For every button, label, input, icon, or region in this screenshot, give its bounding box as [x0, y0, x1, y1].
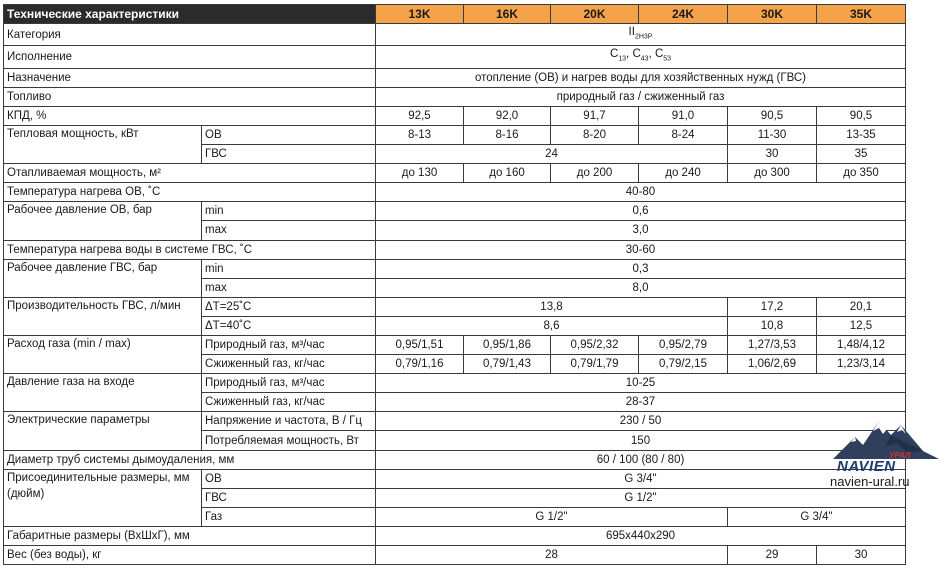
cell: 1,48/4,12 [817, 336, 906, 355]
cell: 91,7 [551, 106, 639, 125]
cell: 8-13 [376, 125, 464, 144]
cell: 0,6 [376, 202, 906, 221]
sub-label: Напряжение и частота, В / Гц [202, 412, 376, 431]
cell: 8,0 [376, 278, 906, 297]
cell: 8-24 [639, 125, 728, 144]
cell: 0,95/2,32 [551, 336, 639, 355]
row-label: Диаметр труб системы дымоудаления, мм [4, 450, 376, 469]
table-row [4, 526, 906, 545]
sub-label: Сжиженный газ, кг/час [202, 393, 376, 412]
sub-label: ΔT=40˚С [202, 316, 376, 335]
purpose-value: отопление (ОВ) и нагрев воды для хозяйственных нужд (ГВС) [376, 68, 906, 87]
model-24k: 24K [639, 5, 728, 24]
cell: до 200 [551, 164, 639, 183]
row-label: Отапливаемая мощность, м² [4, 164, 376, 183]
table-row [4, 164, 906, 183]
cell: 8,6 [376, 316, 728, 335]
cell: до 130 [376, 164, 464, 183]
fuel-value: природный газ / сжиженный газ [376, 87, 906, 106]
cell: 24 [376, 145, 728, 164]
cell: 28-37 [376, 393, 906, 412]
logo-brand-text: NAVIEN [837, 458, 896, 475]
cell: 90,5 [817, 106, 906, 125]
cell: 1,06/2,69 [728, 355, 817, 374]
cell: 92,5 [376, 106, 464, 125]
version-value: $C_{13}$, $C_{43}$, $C_{53}$ [376, 46, 906, 68]
sub-label: max [202, 278, 376, 297]
model-13k: 13K [376, 5, 464, 24]
cell: 30 [817, 546, 906, 565]
row-label: Расход газа (min / max) [4, 336, 202, 374]
cell: 13,8 [376, 297, 728, 316]
cell: 11-30 [728, 125, 817, 144]
sub-label: ГВС [202, 145, 376, 164]
table-row [4, 336, 906, 355]
cell: 3,0 [376, 221, 906, 240]
site-url: navien-ural.ru [830, 474, 910, 489]
cell: 29 [728, 546, 817, 565]
cell: до 160 [464, 164, 551, 183]
cell: 17,2 [728, 297, 817, 316]
model-16k: 16K [464, 5, 551, 24]
model-30k: 30K [728, 5, 817, 24]
cell: 8-20 [551, 125, 639, 144]
row-label: Давление газа на входе [4, 374, 202, 412]
table-row [4, 125, 906, 144]
cell: 20,1 [817, 297, 906, 316]
cell: 35 [817, 145, 906, 164]
model-20k: 20K [551, 5, 639, 24]
cell: G 1/2" [376, 488, 906, 507]
cell: 0,3 [376, 259, 906, 278]
cell: 92,0 [464, 106, 551, 125]
sub-label: Природный газ, м³/час [202, 336, 376, 355]
table-row [4, 24, 906, 46]
sub-label: ΔT=25˚С [202, 297, 376, 316]
table-row [4, 202, 906, 221]
cell: 695x440x290 [376, 526, 906, 545]
sub-label: ГВС [202, 488, 376, 507]
cell: 30 [728, 145, 817, 164]
cell: G 3/4" [376, 469, 906, 488]
row-label: Вес (без воды), кг [4, 546, 376, 565]
category-value: $II_{2H3P}$ [376, 24, 906, 46]
row-label: Электрические параметры [4, 412, 202, 450]
table-title: Технические характеристики [4, 5, 376, 24]
row-label: Тепловая мощность, кВт [4, 125, 202, 163]
cell: 91,0 [639, 106, 728, 125]
sub-label: Газ [202, 507, 376, 526]
sub-label: min [202, 259, 376, 278]
cell: 60 / 100 (80 / 80) [376, 450, 906, 469]
row-label: Топливо [4, 87, 376, 106]
spec-table [3, 4, 906, 565]
sub-label: max [202, 221, 376, 240]
cell: до 240 [639, 164, 728, 183]
cell: 10-25 [376, 374, 906, 393]
cell: 28 [376, 546, 728, 565]
row-label: Назначение [4, 68, 376, 87]
sub-label: ОВ [202, 125, 376, 144]
cell: 8-16 [464, 125, 551, 144]
cell: до 300 [728, 164, 817, 183]
row-label: Рабочее давление ОВ, бар [4, 202, 202, 240]
cell: 40-80 [376, 183, 906, 202]
sub-label: Сжиженный газ, кг/час [202, 355, 376, 374]
row-label: КПД, % [4, 106, 376, 125]
table-row [4, 87, 906, 106]
cell: 0,79/1,16 [376, 355, 464, 374]
cell: 0,95/1,86 [464, 336, 551, 355]
table-row [4, 374, 906, 393]
table-row [4, 183, 906, 202]
cell: 1,27/3,53 [728, 336, 817, 355]
cell: 13-35 [817, 125, 906, 144]
cell: 0,79/1,79 [551, 355, 639, 374]
sub-label: Природный газ, м³/час [202, 374, 376, 393]
row-label: Присоединительные размеры, мм (дюйм) [4, 469, 202, 526]
logo-small-text: УРАЛ [889, 451, 911, 460]
table-row [4, 68, 906, 87]
header-row [4, 5, 906, 24]
table-row [4, 240, 906, 259]
cell: 0,95/1,51 [376, 336, 464, 355]
table-row [4, 450, 906, 469]
sub-label: Потребляемая мощность, Вт [202, 431, 376, 450]
row-label: Производительность ГВС, л/мин [4, 297, 202, 335]
table-row [4, 46, 906, 68]
table-row [4, 259, 906, 278]
sub-label: ОВ [202, 469, 376, 488]
cell: 12,5 [817, 316, 906, 335]
cell: 0,95/2,79 [639, 336, 728, 355]
cell: 30-60 [376, 240, 906, 259]
cell: 150 [376, 431, 906, 450]
row-label: Категория [4, 24, 376, 46]
cell: 1,23/3,14 [817, 355, 906, 374]
model-35k: 35K [817, 5, 906, 24]
sub-label: min [202, 202, 376, 221]
cell: 230 / 50 [376, 412, 906, 431]
table-row [4, 106, 906, 125]
row-label: Рабочее давление ГВС, бар [4, 259, 202, 297]
cell: 0,79/1,43 [464, 355, 551, 374]
row-label: Температура нагрева воды в системе ГВС, ˚С [4, 240, 376, 259]
row-label: Температура нагрева ОВ, ˚С [4, 183, 376, 202]
table-row [4, 546, 906, 565]
cell: 90,5 [728, 106, 817, 125]
cell: 0,79/2,15 [639, 355, 728, 374]
table-row [4, 297, 906, 316]
cell: G 3/4" [728, 507, 906, 526]
row-label: Габаритные размеры (ВхШхГ), мм [4, 526, 376, 545]
cell: до 350 [817, 164, 906, 183]
table-row [4, 469, 906, 488]
row-label: Исполнение [4, 46, 376, 68]
mountain-icon [833, 421, 939, 459]
table-row [4, 412, 906, 431]
cell: 10,8 [728, 316, 817, 335]
cell: G 1/2" [376, 507, 728, 526]
